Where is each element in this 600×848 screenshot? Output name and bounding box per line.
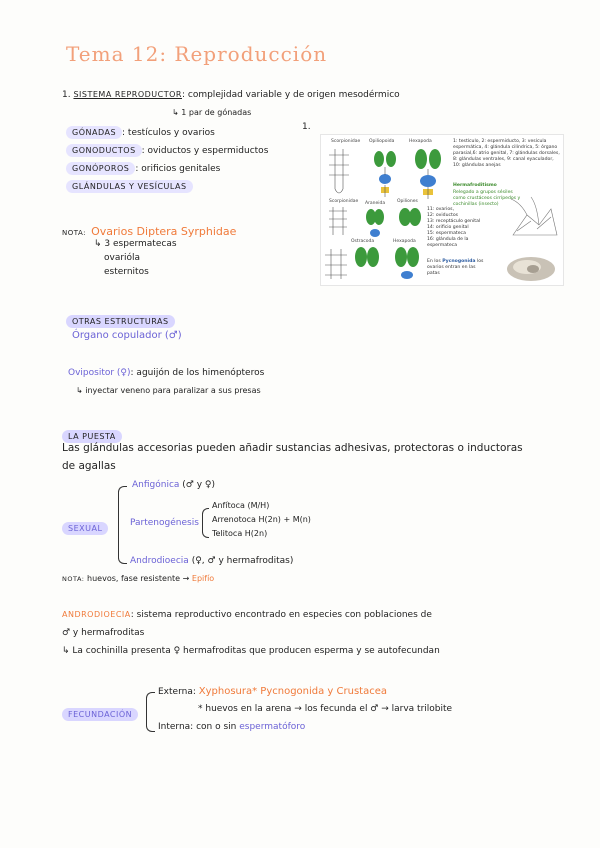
fecundacion-label-wrap bbox=[62, 702, 138, 721]
otras-heading: OTRAS ESTRUCTURAS bbox=[66, 315, 175, 328]
androdioecia-label: Androdioecia bbox=[130, 556, 189, 566]
item-text: : oviductos y espermiductos bbox=[141, 146, 269, 156]
item-label: GONÓPOROS bbox=[66, 162, 135, 175]
legend-female bbox=[427, 207, 487, 249]
sistema-text: : complejidad variable y de origen mesodérmico bbox=[181, 90, 400, 100]
androdioecia-text-1: : sistema reproductivo encontrado en especies con poblaciones de bbox=[130, 610, 432, 620]
arrenotoca: Arrenotoca H(2n) + M(n) bbox=[212, 515, 311, 524]
item-glandulas bbox=[66, 182, 193, 192]
androdioecia-text-2: ♂ y hermafroditas bbox=[62, 628, 145, 638]
item-text: : orificios genitales bbox=[135, 164, 221, 174]
nota-prefix: NOTA: bbox=[62, 575, 85, 583]
barnacle-illustration bbox=[507, 195, 561, 255]
androdioecia-text-3: La cochinilla presenta ♀ hermafroditas que producen esperma y se autofecundan bbox=[72, 646, 440, 656]
puesta-heading-wrap bbox=[62, 424, 122, 443]
interna-line bbox=[158, 722, 305, 732]
puesta-line-2: de agallas bbox=[62, 460, 116, 472]
nota-text: huevos, fase resistente → bbox=[87, 574, 190, 583]
legend-male: 1: testículo, 2: espermiducto, 3: vesícula espermática, 4: glándula cilíndrica, 5: órgano parasial,6: atrio genital, 7: glándulas dorsales, 8: glándulas ventrales, 9: canal eyaculador, 10: glándulas anejas bbox=[453, 139, 560, 168]
legend-line: 14: orificio genital bbox=[427, 225, 469, 230]
nota-ovarios bbox=[62, 220, 236, 239]
male-anatomy-illustrations bbox=[321, 145, 449, 201]
externa-label: Externa: bbox=[158, 687, 196, 697]
item-gonoporos bbox=[66, 164, 220, 174]
fig-label: Opiliones bbox=[397, 199, 418, 204]
androdioecia-line bbox=[130, 556, 293, 566]
parteno-brace bbox=[202, 508, 209, 538]
fig-label: Opiliopoida bbox=[369, 139, 395, 144]
fig-label: Ostracoda bbox=[351, 239, 375, 244]
puesta-heading: LA PUESTA bbox=[62, 430, 122, 443]
arrow-icon: ↳ bbox=[172, 108, 179, 117]
fig-label: Araneida bbox=[365, 201, 386, 206]
nota-line-2: ovarióla bbox=[104, 253, 141, 263]
nota-line-3: esternitos bbox=[104, 267, 149, 277]
female-anatomy-illustrations bbox=[321, 205, 431, 285]
fig-label: Hexapoda bbox=[409, 139, 432, 144]
herma-title: Hermafroditismo bbox=[453, 183, 497, 188]
pycno-note bbox=[427, 259, 489, 277]
nota-epifio bbox=[62, 574, 214, 583]
sistema-heading: SISTEMA REPRODUCTOR bbox=[73, 90, 182, 99]
anatomy-figure bbox=[320, 134, 564, 286]
anfigonica-line bbox=[132, 480, 215, 490]
androdioecia-sym: (♀, ♂ y hermafroditas) bbox=[191, 556, 294, 566]
nota-highlight: Ovarios Diptera Syrphidae bbox=[91, 225, 237, 238]
page-title: Tema 12: Reproducción bbox=[66, 42, 328, 66]
item-gonadas bbox=[66, 128, 215, 138]
sexual-label: SEXUAL bbox=[62, 522, 108, 535]
nota-prefix: NOTA: bbox=[62, 229, 87, 237]
gonadas-pair-line bbox=[172, 108, 251, 117]
otras-heading-wrap bbox=[66, 309, 175, 328]
ovipositor-text: : aguijón de los himenópteros bbox=[130, 368, 265, 378]
fig-label: Scorpionidae bbox=[329, 199, 359, 204]
sexual-brace bbox=[118, 486, 127, 564]
externa-taxa: Xyphosura* Pycnogonida y Crustacea bbox=[198, 686, 387, 697]
anfigonica-label: Anfigónica bbox=[132, 480, 180, 490]
pycno-suffix: los ovarios entran en las patas bbox=[427, 259, 484, 276]
figure-number: 1. bbox=[302, 122, 311, 132]
anfitoca: Anfítoca (M/H) bbox=[212, 501, 270, 510]
androdioecia-def bbox=[62, 610, 432, 620]
herma-text: Relegado a grupos sésiles como crustáceos cirrípedos y cochinillas (insecto) bbox=[453, 190, 521, 207]
legend-line: 12: oviductos bbox=[427, 213, 459, 218]
inyectar-text: inyectar veneno para paralizar a sus presas bbox=[85, 386, 261, 395]
sistema-line bbox=[62, 90, 400, 100]
organo-copulador: Órgano copulador (♂) bbox=[72, 330, 182, 341]
legend-line: 11: ovarios, bbox=[427, 207, 455, 212]
arrow-icon: ↳ bbox=[62, 646, 70, 656]
sexual-label-wrap bbox=[62, 516, 108, 535]
legend-line: 15: espermateca bbox=[427, 231, 466, 236]
item-gonoductos bbox=[66, 146, 268, 156]
arrow-icon: ↳ bbox=[76, 386, 83, 395]
fig-label: Scorpionidae bbox=[331, 139, 361, 144]
item-text: : testículos y ovarios bbox=[122, 128, 215, 138]
item-label: GÓNADAS bbox=[66, 126, 122, 139]
pycno-bold: Pycnogonida bbox=[442, 259, 476, 264]
fecundacion-label: FECUNDACIÓN bbox=[62, 708, 138, 721]
nota-line-1 bbox=[94, 239, 177, 249]
fig-label: Hexapoda bbox=[393, 239, 416, 244]
inyectar-line bbox=[76, 386, 261, 395]
section-number: 1. bbox=[62, 90, 71, 100]
legend-line: 16: glándula de la espermateca bbox=[427, 237, 469, 248]
ovipositor-label: Ovipositor (♀) bbox=[68, 368, 131, 378]
legend-line: 13: receptáculo genital bbox=[427, 219, 481, 224]
item-label: GONODUCTOS bbox=[66, 144, 142, 157]
pycno-prefix: En los bbox=[427, 259, 443, 264]
ovipositor-line bbox=[68, 368, 264, 378]
androdioecia-heading: ANDRODIOECIA bbox=[62, 610, 131, 619]
shell-photo bbox=[501, 253, 559, 283]
telitoca: Telitoca H(2n) bbox=[212, 529, 268, 538]
externa-detail: * huevos en la arena → los fecunda el ♂ → larva trilobite bbox=[198, 704, 453, 714]
espermatoforo: espermatóforo bbox=[239, 722, 306, 732]
partenogenesis-label: Partenogénesis bbox=[130, 518, 199, 528]
puesta-line-1: Las glándulas accesorias pueden añadir sustancias adhesivas, protectoras o inductoras bbox=[62, 442, 523, 454]
item-label: GLÁNDULAS Y VESÍCULAS bbox=[66, 180, 193, 193]
anfigonica-sym: (♂ y ♀) bbox=[182, 480, 216, 490]
arrow-icon: ↳ bbox=[94, 239, 102, 249]
fecundacion-brace bbox=[146, 692, 155, 732]
gonadas-pair: 1 par de gónadas bbox=[181, 108, 252, 117]
nota-line-text: 3 espermatecas bbox=[104, 239, 177, 249]
externa-line bbox=[158, 686, 387, 697]
androdioecia-line-3 bbox=[62, 646, 440, 656]
interna-label: Interna: con o sin bbox=[158, 722, 237, 732]
nota-epifio-highlight: Epifío bbox=[191, 574, 215, 583]
